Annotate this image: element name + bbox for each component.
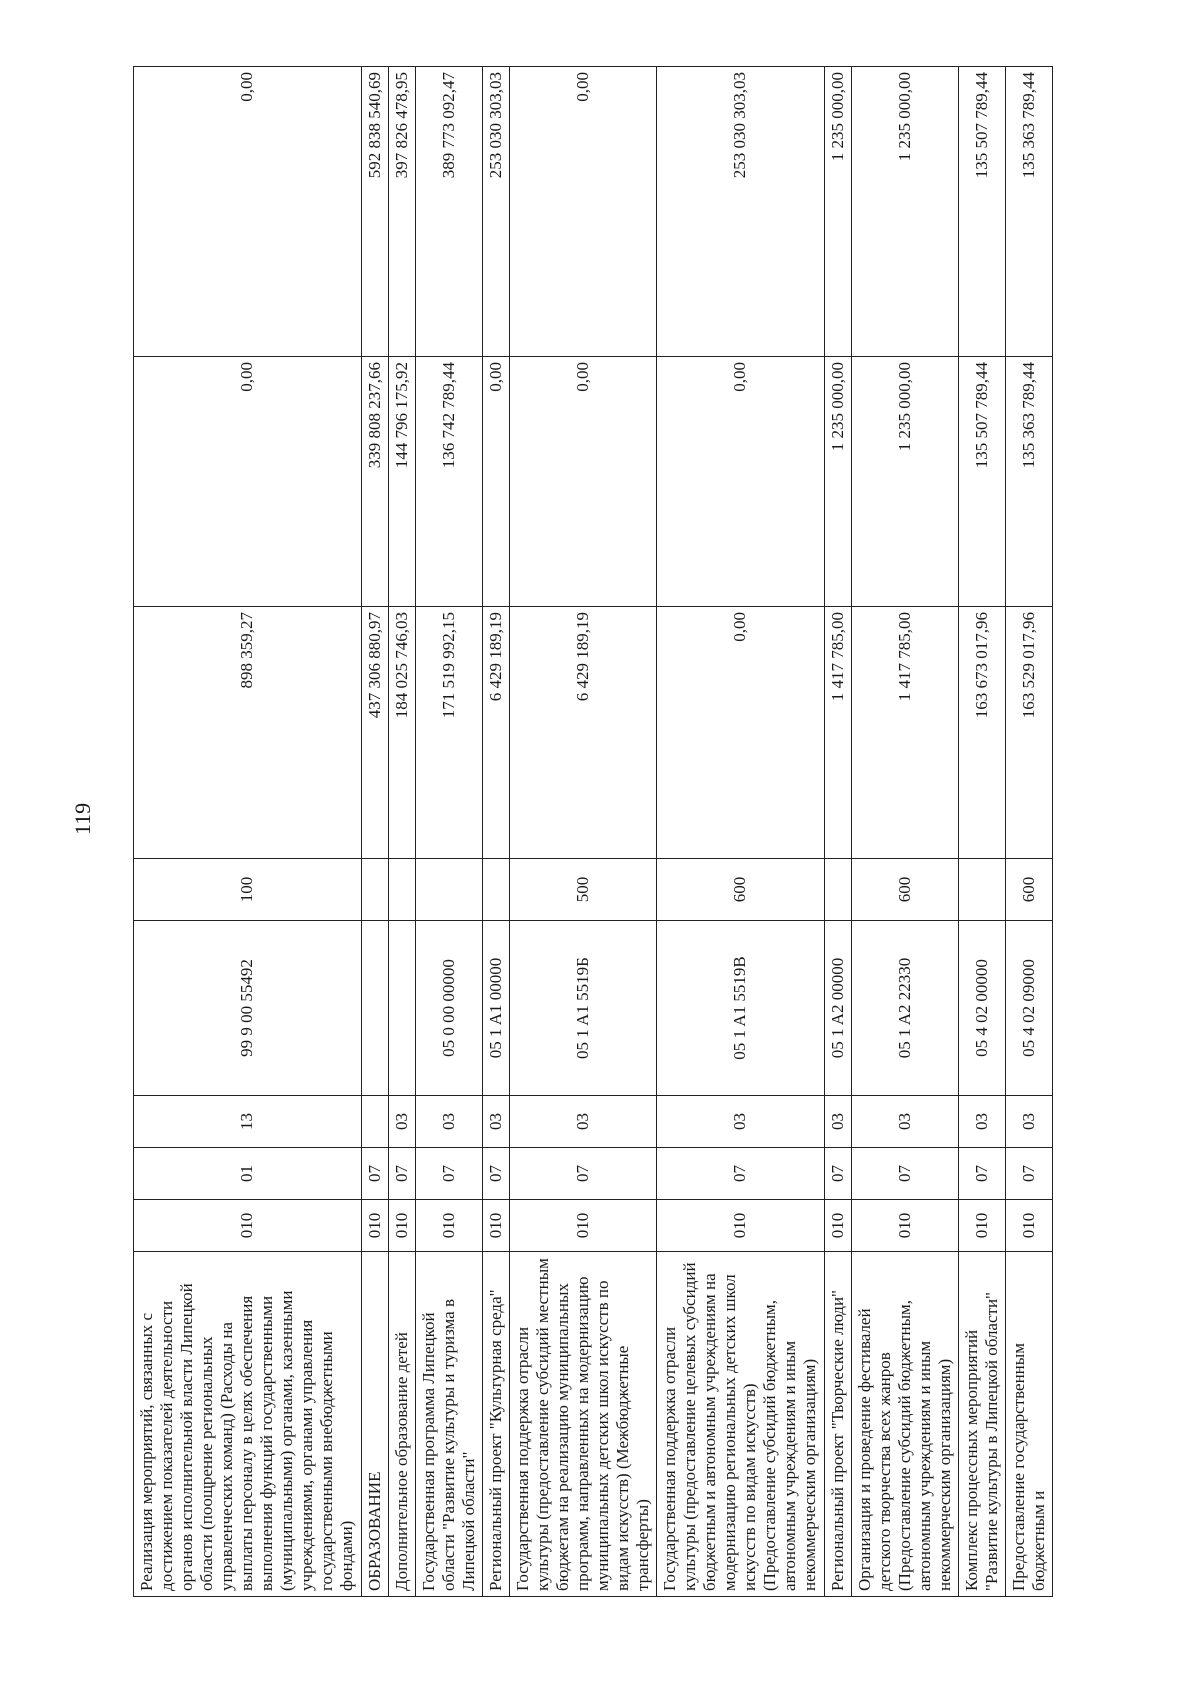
admin-code-cell: 010 [657,1200,824,1252]
amount-year1-cell: 1 417 785,00 [824,607,851,859]
admin-code-cell: 010 [851,1200,958,1252]
amount-year3-cell: 253 030 303,03 [482,67,509,357]
amount-year2-cell: 339 808 237,66 [361,357,388,607]
section-code-cell: 07 [851,1148,958,1200]
admin-code-cell: 010 [824,1200,851,1252]
row-name-cell: Комплекс процессных мероприятий "Развитие культуры в Липецкой области" [958,1252,1005,1597]
subsection-code-cell: 03 [509,1096,656,1148]
amount-year3-cell: 1 235 000,00 [851,67,958,357]
subsection-code-cell: 03 [1005,1096,1052,1148]
expense-type-cell: 600 [1005,859,1052,921]
expense-type-cell [958,859,1005,921]
subsection-code-cell: 03 [958,1096,1005,1148]
row-name-cell: Государственная поддержка отрасли культуры (предоставление целевых субсидий бюджетным и автономным учреждениям на модернизацию региональных детских школ искусств по видам искусств) (Предоставление субсидий бюджетным, автономным учреждениям и иным некоммерческим организациям) [657,1252,824,1597]
amount-year1-cell: 171 519 992,15 [415,607,482,859]
amount-year2-cell: 0,00 [482,357,509,607]
target-article-cell: 05 1 A1 5519Б [509,921,656,1096]
table-row [134,67,362,1597]
admin-code-cell: 010 [361,1200,388,1252]
amount-year1-cell: 184 025 746,03 [388,607,415,859]
table-row [361,67,388,1597]
amount-year3-cell: 253 030 303,03 [657,67,824,357]
subsection-code-cell: 03 [482,1096,509,1148]
budget-table [133,66,1053,1597]
amount-year2-cell: 135 507 789,44 [958,357,1005,607]
row-name-cell: Реализация мероприятий, связанных с достижением показателей деятельности органов исполнительной власти Липецкой области (поощрение региональных управленческих команд) (Расходы на выплаты персоналу в целях обеспечения выполнения функций государственными (муниципальными) органами, казенными учреждениями, органами управления государственными внебюджетными фондами) [134,1252,362,1597]
expense-type-cell [361,859,388,921]
expense-type-cell [415,859,482,921]
amount-year2-cell: 0,00 [657,357,824,607]
target-article-cell [388,921,415,1096]
amount-year1-cell: 6 429 189,19 [509,607,656,859]
row-name-cell: Региональный проект "Культурная среда" [482,1252,509,1597]
section-code-cell: 01 [134,1148,362,1200]
admin-code-cell: 010 [509,1200,656,1252]
amount-year3-cell: 0,00 [134,67,362,357]
amount-year3-cell: 397 826 478,95 [388,67,415,357]
section-code-cell: 07 [482,1148,509,1200]
target-article-cell: 05 1 A2 00000 [824,921,851,1096]
target-article-cell: 05 1 A2 22330 [851,921,958,1096]
amount-year3-cell: 0,00 [509,67,656,357]
subsection-code-cell: 13 [134,1096,362,1148]
amount-year2-cell: 0,00 [509,357,656,607]
target-article-cell: 05 4 02 09000 [1005,921,1052,1096]
section-code-cell: 07 [958,1148,1005,1200]
row-name-cell: Государственная программа Липецкой области "Развитие культуры и туризма в Липецкой области" [415,1252,482,1597]
amount-year3-cell: 1 235 000,00 [824,67,851,357]
target-article-cell: 99 9 00 55492 [134,921,362,1096]
admin-code-cell: 010 [958,1200,1005,1252]
amount-year2-cell: 136 742 789,44 [415,357,482,607]
target-article-cell [361,921,388,1096]
target-article-cell: 05 1 A1 00000 [482,921,509,1096]
section-code-cell: 07 [388,1148,415,1200]
amount-year2-cell: 144 796 175,92 [388,357,415,607]
admin-code-cell: 010 [1005,1200,1052,1252]
section-code-cell: 07 [824,1148,851,1200]
subsection-code-cell: 03 [388,1096,415,1148]
section-code-cell: 07 [1005,1148,1052,1200]
amount-year2-cell: 135 363 789,44 [1005,357,1052,607]
table-row [958,67,1005,1597]
admin-code-cell: 010 [415,1200,482,1252]
budget-table-body [134,67,1053,1597]
expense-type-cell: 500 [509,859,656,921]
expense-type-cell [824,859,851,921]
section-code-cell: 07 [657,1148,824,1200]
budget-table-container [133,67,1113,1597]
expense-type-cell: 600 [851,859,958,921]
row-name-cell: Региональный проект "Творческие люди" [824,1252,851,1597]
amount-year1-cell: 898 359,27 [134,607,362,859]
section-code-cell: 07 [361,1148,388,1200]
amount-year3-cell: 592 838 540,69 [361,67,388,357]
subsection-code-cell: 03 [657,1096,824,1148]
table-row [657,67,824,1597]
amount-year3-cell: 389 773 092,47 [415,67,482,357]
table-row [415,67,482,1597]
expense-type-cell: 100 [134,859,362,921]
amount-year1-cell: 163 529 017,96 [1005,607,1052,859]
target-article-cell: 05 0 00 00000 [415,921,482,1096]
row-name-cell: Государственная поддержка отрасли культуры (предоставление субсидий местным бюджетам на реализацию муниципальных программ, направленных на модернизацию муниципальных детских школ искусств по видам искусств) (Межбюджетные трансферты) [509,1252,656,1597]
table-row [482,67,509,1597]
admin-code-cell: 010 [388,1200,415,1252]
expense-type-cell [482,859,509,921]
expense-type-cell: 600 [657,859,824,921]
amount-year2-cell: 1 235 000,00 [824,357,851,607]
section-code-cell: 07 [509,1148,656,1200]
amount-year2-cell: 0,00 [134,357,362,607]
page-number: 119 [70,802,95,835]
amount-year1-cell: 0,00 [657,607,824,859]
expense-type-cell [388,859,415,921]
admin-code-cell: 010 [482,1200,509,1252]
row-name-cell: Дополнительное образование детей [388,1252,415,1597]
amount-year1-cell: 6 429 189,19 [482,607,509,859]
subsection-code-cell: 03 [415,1096,482,1148]
table-row [509,67,656,1597]
row-name-cell: Предоставление государственным бюджетным и [1005,1252,1052,1597]
amount-year1-cell: 163 673 017,96 [958,607,1005,859]
target-article-cell: 05 4 02 00000 [958,921,1005,1096]
amount-year3-cell: 135 507 789,44 [958,67,1005,357]
row-name-cell: Организация и проведение фестивалей детского творчества всех жанров (Предоставление субсидий бюджетным, автономным учреждениям и иным некоммерческим организациям) [851,1252,958,1597]
target-article-cell: 05 1 A1 5519В [657,921,824,1096]
subsection-code-cell [361,1096,388,1148]
table-row [824,67,851,1597]
section-code-cell: 07 [415,1148,482,1200]
amount-year1-cell: 1 417 785,00 [851,607,958,859]
admin-code-cell: 010 [134,1200,362,1252]
amount-year3-cell: 135 363 789,44 [1005,67,1052,357]
subsection-code-cell: 03 [824,1096,851,1148]
subsection-code-cell: 03 [851,1096,958,1148]
table-row [1005,67,1052,1597]
table-row [851,67,958,1597]
amount-year1-cell: 437 306 880,97 [361,607,388,859]
amount-year2-cell: 1 235 000,00 [851,357,958,607]
row-name-cell: ОБРАЗОВАНИЕ [361,1252,388,1597]
table-row [388,67,415,1597]
